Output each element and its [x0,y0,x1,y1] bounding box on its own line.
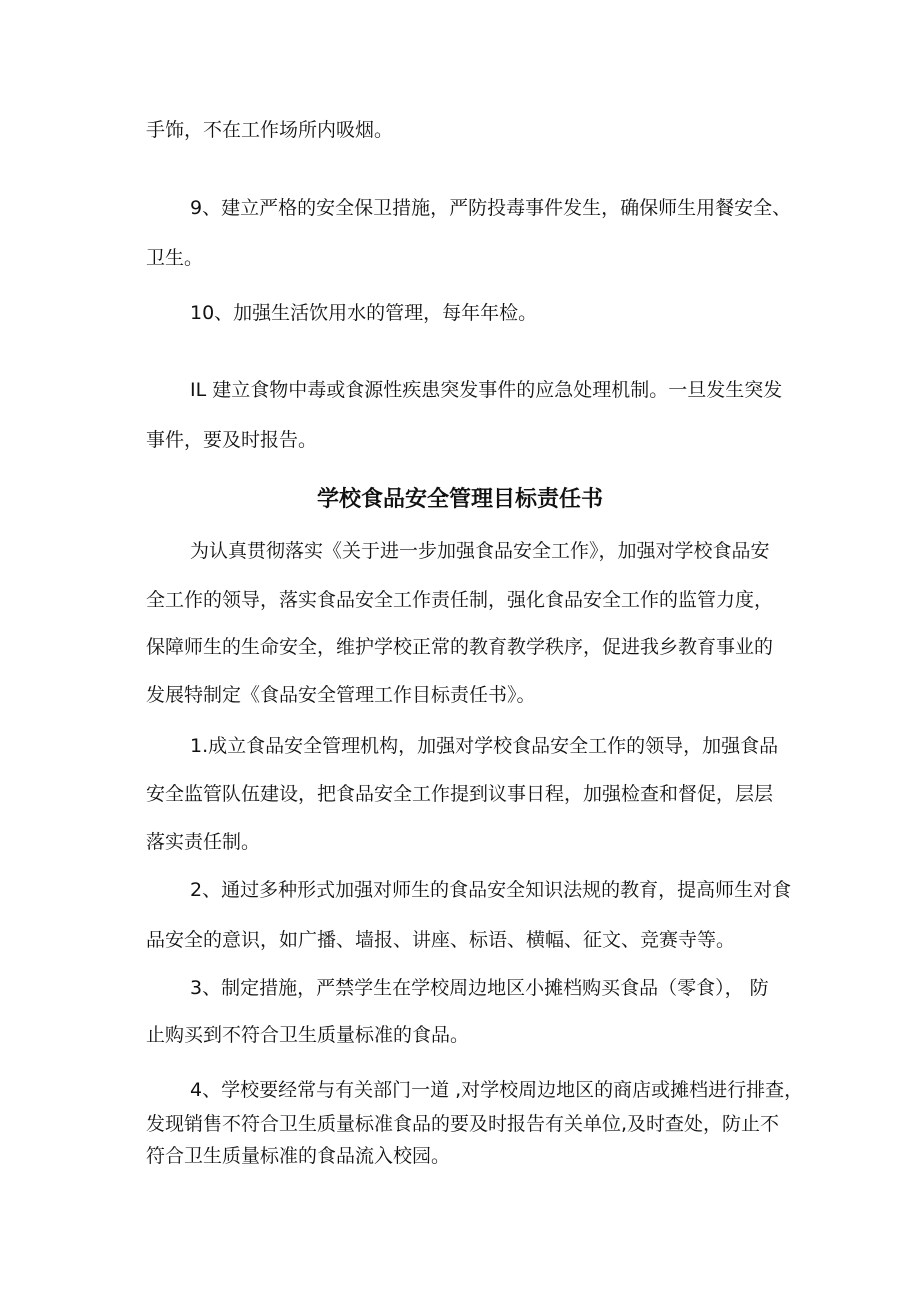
document-title: 学校食品安全管理目标责任书 [316,487,603,512]
text-line: 品安全的意识，如广播、墙报、讲座、标语、横幅、征文、竞赛寺等。 [146,929,736,951]
text-line: 为认真贯彻落实《关于进一步加强食品安全工作》，加强对学校食品安 [190,540,770,562]
text-line: 2、通过多种形式加强对师生的食品安全知识法规的教育，提高师生对食 [190,879,792,901]
text-line: 9、建立严格的安全保卫措施，严防投毒事件发生，确保师生用餐安全、 [190,197,792,219]
text-line: 保障师生的生命安全，维护学校正常的教育教学秩序，促进我乡教育事业的 [146,636,774,658]
text-line: 全工作的领导，落实食品安全工作责任制，强化食品安全工作的监管力度， [146,589,774,611]
text-line: 1.成立食品安全管理机构，加强对学校食品安全工作的领导，加强食品 [190,735,779,757]
text-line: 4、学校要经常与有关部门一道 ,对学校周边地区的商店或摊档进行排查， [190,1079,804,1101]
text-line: 10、加强生活饮用水的管理，每年年检。 [190,302,538,324]
text-line: 符合卫生质量标准的食品流入校园。 [146,1145,451,1167]
text-line: 发现销售不符合卫生质量标准食品的要及时报告有关单位,及时查处，防止不 [146,1113,780,1135]
text-line: 发展特制定《食品安全管理工作目标责任书》。 [146,684,536,706]
text-line: 3、制定措施，严禁学生在学校周边地区小摊档购买食品（零食）， 防 [190,977,769,999]
text-line: 止购买到不符合卫生质量标准的食品。 [146,1024,470,1046]
text-line: 落实责任制。 [146,831,261,853]
text-line: IL 建立食物中毒或食源性疾患突发事件的应急处理机制。一旦发生突发 [190,379,783,401]
text-line: 安全监管队伍建设，把食品安全工作提到议事日程，加强检查和督促，层层 [146,783,774,805]
text-line: 事件，要及时报告。 [146,429,318,451]
text-line: 卫生。 [146,247,204,269]
text-line: 手饰，不在工作场所内吸烟。 [146,119,394,141]
